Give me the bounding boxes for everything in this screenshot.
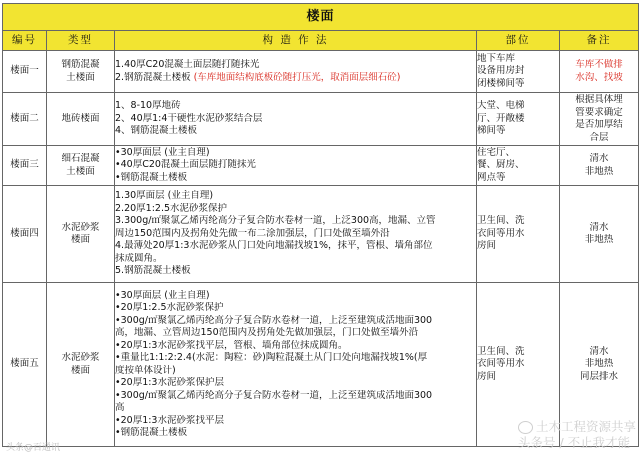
construction-text: 4、钢筋混凝土楼板: [115, 125, 198, 137]
cell-part: [477, 93, 560, 146]
construction-text: •20厚1:2.5水泥砂浆保护: [115, 302, 224, 313]
type-line: 细石混凝: [61, 153, 100, 164]
construction-text: •300g/㎡聚氯乙烯丙纶高分子复合防水卷材一道，上泛至建筑成活地面300: [115, 314, 433, 326]
part-line: 地下车库: [477, 52, 516, 64]
construction-text: 抹成圆角。: [115, 252, 163, 264]
table-title: 楼面: [3, 4, 639, 31]
construction-text: 1.30厚面层 (业主自理): [115, 190, 214, 202]
cell-note: [560, 146, 639, 186]
part-line: 住宅厅、: [477, 146, 516, 158]
cell-part: [477, 51, 560, 93]
construction-line: [115, 327, 476, 340]
note-line: 根据具体埋: [575, 94, 623, 105]
part-line: 网点等: [477, 171, 506, 183]
construction-text: 3.300g/㎡聚氯乙烯丙纶高分子复合防水卷材一道，上泛300高，地漏、立管: [115, 215, 436, 227]
cell-part: [477, 146, 560, 186]
header-type: 类型: [47, 31, 115, 51]
part-line: 房间: [477, 370, 497, 382]
construction-text: 2、40厚1:4干硬性水泥砂浆结合层: [115, 112, 263, 124]
construction-line: [115, 100, 476, 113]
wechat-logo-icon: [518, 421, 533, 434]
construction-line: [115, 172, 476, 185]
construction-line: [115, 265, 476, 278]
part-line: 衣间等用水: [477, 358, 525, 370]
construction-line: [115, 72, 476, 85]
table-body: [3, 51, 639, 447]
construction-line: [115, 203, 476, 216]
type-line: 钢筋混凝: [61, 59, 100, 70]
part-line: 闭楼梯间等: [477, 77, 525, 89]
part-line: 卫生间、洗: [477, 215, 525, 227]
cell-construction: [115, 93, 477, 146]
construction-text: 周边150范围内及拐角处先做一布二涂加强层，门口处做至墙外沿: [115, 227, 390, 239]
cell-code: 楼面四: [3, 186, 47, 283]
watermark-left: 头条@百通讯: [6, 443, 61, 453]
construction-text: 高: [115, 402, 125, 413]
cell-note: [560, 93, 639, 146]
cell-type: [47, 93, 115, 146]
type-line: 楼面: [70, 234, 90, 245]
cell-note: [560, 51, 639, 93]
construction-text: •重量比1:1:2:2.4(水泥：陶粒：砂)陶粒混凝土从门口处向地漏找坡1%(厚: [115, 352, 428, 363]
construction-line: [115, 113, 476, 126]
note-line: 车库不做排: [575, 59, 623, 70]
construction-line: [115, 415, 476, 428]
cell-construction: [115, 283, 477, 447]
construction-line: [115, 427, 476, 440]
construction-text: •20厚1:3水泥砂浆找平层，管根、墙角部位抹成圆角。: [115, 339, 348, 351]
note-line: 清水: [589, 345, 609, 357]
type-line: 楼面: [70, 364, 90, 376]
header-construction: 构 造 作 法: [115, 31, 477, 51]
table-row: [3, 51, 639, 93]
part-line: 厅、开敞楼: [477, 112, 525, 124]
construction-text: •20厚1:3水泥砂浆找平层: [115, 414, 224, 426]
construction-line: [115, 340, 476, 353]
part-line: 梯间等: [477, 125, 506, 137]
note-line: 是否加厚结: [575, 119, 623, 130]
header-part: 部位: [477, 31, 560, 51]
cell-note: [560, 186, 639, 283]
construction-text: 2.20厚1:2.5水泥砂浆保护: [115, 202, 228, 214]
construction-text: 5.钢筋混凝土楼板: [115, 265, 191, 277]
construction-line: [115, 315, 476, 328]
note-line: 管要求确定: [575, 106, 623, 118]
part-line: 餐、厨房、: [477, 159, 525, 171]
note-line: 水沟、找坡: [575, 71, 623, 83]
construction-text: •300g/㎡聚氯乙烯丙纶高分子复合防水卷材一道，上泛至建筑成活地面300: [115, 389, 433, 401]
type-line: 土楼面: [66, 71, 95, 83]
construction-text: •钢筋混凝土楼板: [115, 171, 188, 183]
type-line: 土楼面: [66, 165, 95, 177]
part-line: 卫生间、洗: [477, 345, 525, 357]
construction-text: 4.最薄处20厚1:3水泥砂浆从门口处向地漏找坡1%，抹平，管根、墙角部位: [115, 240, 433, 252]
note-line: 清水: [589, 153, 609, 164]
cell-type: [47, 283, 115, 447]
construction-line: [115, 352, 476, 365]
cell-code: 楼面三: [3, 146, 47, 186]
table-row: [3, 146, 639, 186]
cell-construction: [115, 186, 477, 283]
construction-line: [115, 59, 476, 72]
part-line: 房间: [477, 240, 497, 252]
cell-type: [47, 186, 115, 283]
construction-text: 2.钢筋混凝土楼板: [115, 71, 194, 83]
construction-text: •30厚面层 (业主自理): [115, 289, 210, 301]
note-line: 同层排水: [580, 370, 619, 382]
table-row: [3, 93, 639, 146]
construction-line: [115, 402, 476, 415]
construction-text: •40厚C20混凝土面层随打随抹光: [115, 159, 256, 171]
watermark-right: [518, 419, 636, 451]
construction-line: [115, 365, 476, 378]
cell-code: 楼面二: [3, 93, 47, 146]
construction-line: [115, 390, 476, 403]
cell-type: [47, 146, 115, 186]
construction-line: [115, 215, 476, 228]
note-line: 非地热: [584, 165, 614, 177]
header-note: 备注: [560, 31, 639, 51]
part-line: 设备用房封: [477, 65, 525, 77]
note-line: 合层: [589, 131, 609, 143]
table-row: [3, 186, 639, 283]
cell-construction: [115, 146, 477, 186]
part-line: 衣间等用水: [477, 227, 525, 239]
type-line: 水泥砂浆: [61, 352, 100, 363]
note-line: 非地热: [584, 358, 614, 370]
construction-line: [115, 290, 476, 303]
part-line: 大堂、电梯: [477, 100, 525, 112]
construction-text: 1.40厚C20混凝土面层随打随抹光: [115, 59, 260, 70]
cell-code: 楼面一: [3, 51, 47, 93]
watermark-right-line1: 土木工程资源共享: [536, 419, 637, 434]
construction-text: 1、8-10厚地砖: [115, 100, 181, 112]
construction-text: 高，地漏、立管周边150范围内及拐角处先做加强层，门口处做至墙外沿: [115, 327, 419, 338]
cell-construction: [115, 51, 477, 93]
construction-line: [115, 125, 476, 138]
construction-line: [115, 240, 476, 253]
type-line: 水泥砂浆: [61, 221, 100, 233]
watermark-right-line2: 头条号 / 不止我才能: [518, 435, 631, 450]
construction-text: •钢筋混凝土楼板: [115, 427, 188, 438]
floor-construction-table: [2, 3, 639, 447]
construction-line: [115, 377, 476, 390]
cell-part: [477, 186, 560, 283]
note-line: 非地热: [584, 234, 614, 245]
construction-text: •30厚面层 (业主自理): [115, 146, 210, 158]
cell-type: [47, 51, 115, 93]
cell-code: 楼面五: [3, 283, 47, 447]
construction-line: [115, 159, 476, 172]
construction-line: [115, 228, 476, 241]
construction-line: [115, 302, 476, 315]
construction-line: [115, 253, 476, 266]
construction-text: (车库地面结构底板砼随打压光，取消面层细石砼): [193, 71, 401, 83]
header-code: 编号: [3, 31, 47, 51]
construction-line: [115, 147, 476, 160]
construction-text: •20厚1:3水泥砂浆保护层: [115, 377, 224, 388]
construction-text: 度按单体设计): [115, 364, 176, 376]
note-line: 清水: [589, 221, 609, 233]
construction-line: [115, 190, 476, 203]
type-line: 地砖楼面: [61, 112, 100, 124]
